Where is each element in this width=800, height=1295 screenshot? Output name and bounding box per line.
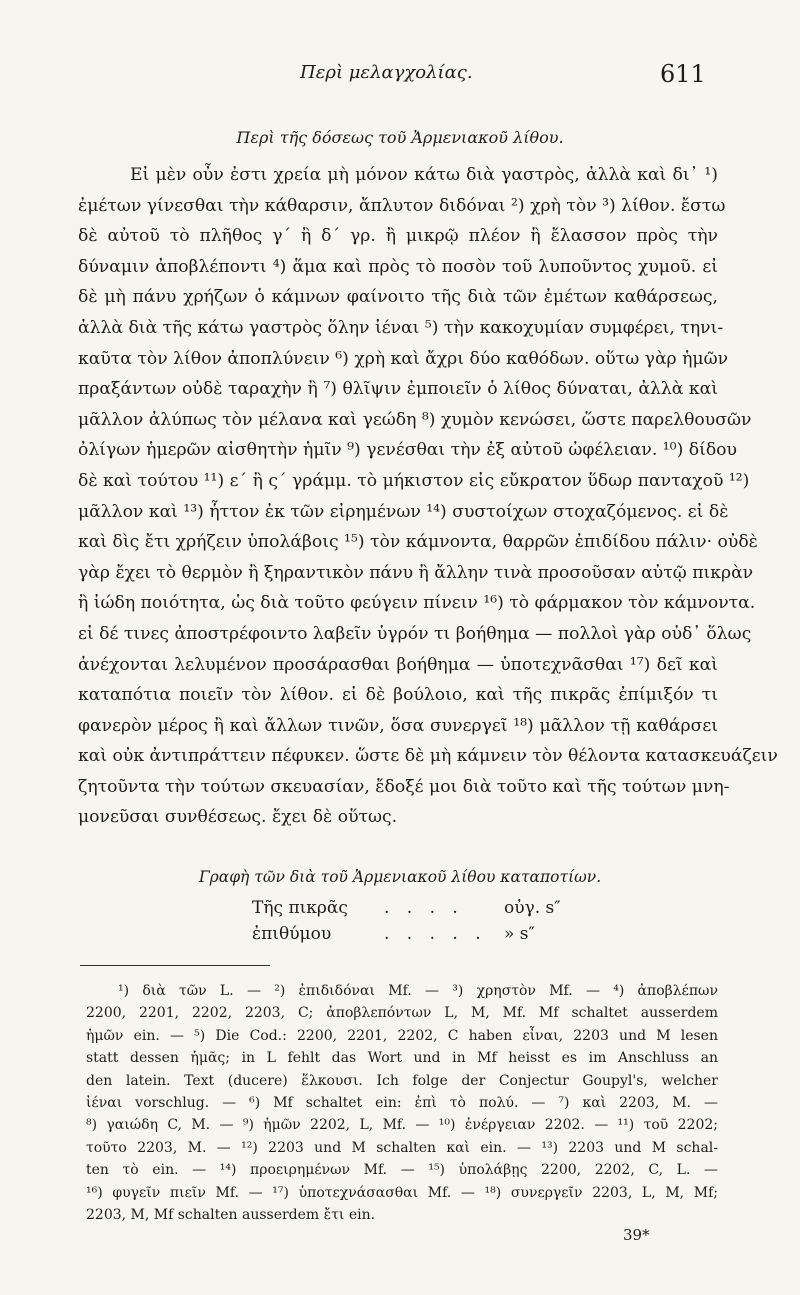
footnote-line: den latein. Text (ducere) ἕλκουσι. Ich folge der Conjectur Goupyl's, welcher bbox=[86, 1072, 718, 1089]
text-line: καὶ δὶς ἔτι χρήζειν ὑπολάβοις ¹⁵) τὸν κάμνοντα, θαρρῶν ἐπιδίδου πάλιν· οὐδὲ bbox=[78, 532, 758, 553]
footnote-line: ἡμῶν ein. — ⁵) Die Cod.: 2200, 2201, 2202, C haben εἶναι, 2203 und M lesen bbox=[86, 1027, 718, 1044]
footnote-line: statt dessen ἡμᾶς; in L fehlt das Wort und in Mf heisst es im Anschluss an bbox=[86, 1050, 718, 1067]
text-line: εἰ δέ τινες ἀποστρέφοιντο λαβεῖν ὑγρόν τι βοήθημα — πολλοὶ γὰρ οὐδ᾽ ὅλως bbox=[78, 623, 752, 644]
text-line: ἀλλὰ διὰ τῆς κάτω γαστρὸς ὅλην ἰέναι ⁵) τὴν κακοχυμίαν συμφέρει, τηνι- bbox=[78, 317, 724, 338]
text-line: δὲ μὴ πάνυ χρήζων ὁ κάμνων φαίνοιτο τῆς διὰ τῶν ἐμέτων καθάρσεως, bbox=[78, 287, 718, 308]
section-title: Περὶ τῆς δόσεως τοῦ Ἀρμενιακοῦ λίθου. bbox=[236, 128, 564, 147]
text-line: γὰρ ἔχει τὸ θερμὸν ἢ ξηραντικὸν πάνυ ἢ ἄλλην τινὰ προσοῦσαν αὐτῷ πικρὰν bbox=[78, 562, 754, 583]
text-line: δύναμιν ἀποβλέποντι ⁴) ἅμα καὶ πρὸς τὸ ποσὸν τοῦ λυποῦντος χυμοῦ. εἰ bbox=[78, 256, 718, 277]
text-line: ἢ ἰώδη ποιότητα, ὡς διὰ τοῦτο φεύγειν πίνειν ¹⁶) τὸ φάρμακον τὸν κάμνοντα. bbox=[78, 593, 756, 614]
running-head: Περὶ μελαγχολίας. bbox=[300, 62, 473, 83]
ingredient-amount: οὐγ. s″ bbox=[504, 898, 561, 918]
text-line: ἀνέχονται λελυμένον προσάρασθαι βοήθημα — ὑποτεχνᾶσθαι ¹⁷) δεῖ καὶ bbox=[78, 654, 718, 675]
footnote-line: τοῦτο 2203, M. — ¹²) 2203 und M schalten καὶ ein. — ¹³) 2203 und M schal- bbox=[86, 1139, 718, 1156]
text-line: Εἰ μὲν οὖν ἐστι χρεία μὴ μόνον κάτω διὰ γαστρὸς, ἀλλὰ καὶ δι᾽ ¹) bbox=[130, 165, 718, 185]
leader-dots: . . . . bbox=[384, 898, 464, 918]
text-line: καὶ οὐκ ἀντιπράττειν πέφυκεν. ὥστε δὲ μὴ κάμνειν τὸν θέλοντα κατασκευάζειν bbox=[78, 746, 778, 767]
text-line: ζητοῦντα τὴν τούτων σκευασίαν, ἔδοξέ μοι διὰ τοῦτο καὶ τῆς τούτων μνη- bbox=[78, 776, 730, 797]
text-line: φανερὸν μέρος ἢ καὶ ἄλλων τινῶν, ὅσα συνεργεῖ ¹⁸) μᾶλλον τῇ καθάρσει bbox=[78, 715, 718, 736]
footnote-line: ¹⁶) φυγεῖν πιεῖν Mf. — ¹⁷) ὑποτεχνάσασθαι Mf. — ¹⁸) συνεργεῖν 2203, L, M, Mf; bbox=[86, 1184, 718, 1201]
footnote-line: ten τὸ ein. — ¹⁴) προειρημένων Mf. — ¹⁵) ὑπολάβῃς 2200, 2202, C, L. — bbox=[86, 1162, 718, 1179]
ingredient-name: ἐπιθύμου bbox=[252, 924, 332, 944]
footnote-line: 2200, 2201, 2202, 2203, C; ἀποβλεπόντων L, M, Mf. Mf schaltet ausserdem bbox=[86, 1005, 718, 1022]
ingredient-name: Τῆς πικρᾶς bbox=[252, 898, 348, 918]
printer-signature: 39* bbox=[623, 1226, 650, 1244]
page-number: 611 bbox=[660, 60, 706, 88]
footnote-line: ¹) διὰ τῶν L. — ²) ἐπιδιδόναι Mf. — ³) χρηστὸν Mf. — ⁴) ἀποβλέπων bbox=[118, 983, 718, 999]
leader-dots: . . . . . bbox=[384, 924, 487, 944]
recipe-title: Γραφὴ τῶν διὰ τοῦ Ἀρμενιακοῦ λίθου καταποτίων. bbox=[198, 868, 602, 886]
footnotes bbox=[86, 980, 718, 1226]
text-line: δὲ αὐτοῦ τὸ πλῆθος γ΄ ἢ δ΄ γρ. ἢ μικρῷ πλέον ἢ ἔλασσον πρὸς τὴν bbox=[78, 226, 718, 247]
text-line: πραξάντων οὐδὲ ταραχὴν ἢ ⁷) θλῖψιν ἐμποιεῖν ὁ λίθος δύναται, ἀλλὰ καὶ bbox=[78, 379, 718, 400]
main-text bbox=[78, 160, 778, 833]
recipe-table bbox=[252, 895, 564, 947]
footnote-line: 2203, M, Mf schalten ausserdem ἔτι ein. bbox=[86, 1207, 376, 1224]
ingredient-row bbox=[252, 921, 564, 947]
text-line: καταπότια ποιεῖν τὸν λίθον. εἰ δὲ βούλοιο, καὶ τῆς πικρᾶς ἐπίμιξόν τι bbox=[78, 685, 718, 706]
text-line: ὀλίγων ἡμερῶν αἰσθητὴν ἡμῖν ⁹) γενέσθαι τὴν ἐξ αὐτοῦ ὠφέλειαν. ¹⁰) δίδου bbox=[78, 440, 737, 461]
footnote-line: ἰέναι vorschlug. — ⁶) Mf schaltet ein: ἐπὶ τὸ πολύ. — ⁷) καὶ 2203, M. — bbox=[86, 1095, 718, 1112]
footnote-divider bbox=[80, 965, 270, 966]
ingredient-row bbox=[252, 895, 564, 921]
ingredient-amount: » s″ bbox=[504, 924, 535, 944]
text-line: μονεῦσαι συνθέσεως. ἔχει δὲ οὕτως. bbox=[78, 807, 398, 828]
text-line: μᾶλλον ἀλύπως τὸν μέλανα καὶ γεώδη ⁸) χυμὸν κενώσει, ὥστε παρελθουσῶν bbox=[78, 409, 752, 430]
text-line: καῦτα τὸν λίθον ἀποπλύνειν ⁶) χρὴ καὶ ἄχρι δύο καθόδων. οὕτω γὰρ ἡμῶν bbox=[78, 348, 729, 369]
footnote-line: ⁸) γαιώδη C, M. — ⁹) ἡμῶν 2202, L, Mf. — ¹⁰) ἐνέργειαν 2202. — ¹¹) τοῦ 2202; bbox=[86, 1117, 718, 1134]
text-line: ἐμέτων γίνεσθαι τὴν κάθαρσιν, ἄπλυτον διδόναι ²) χρὴ τὸν ³) λίθον. ἔστω bbox=[78, 195, 726, 216]
text-line: δὲ καὶ τούτου ¹¹) ε΄ ἢ ς΄ γράμμ. τὸ μήκιστον εἰς εὔκρατον ὕδωρ πανταχοῦ ¹²) bbox=[78, 470, 750, 491]
text-line: μᾶλλον καὶ ¹³) ἧττον ἐκ τῶν εἰρημένων ¹⁴) συστοίχων στοχαζόμενος. εἰ δὲ bbox=[78, 501, 729, 522]
